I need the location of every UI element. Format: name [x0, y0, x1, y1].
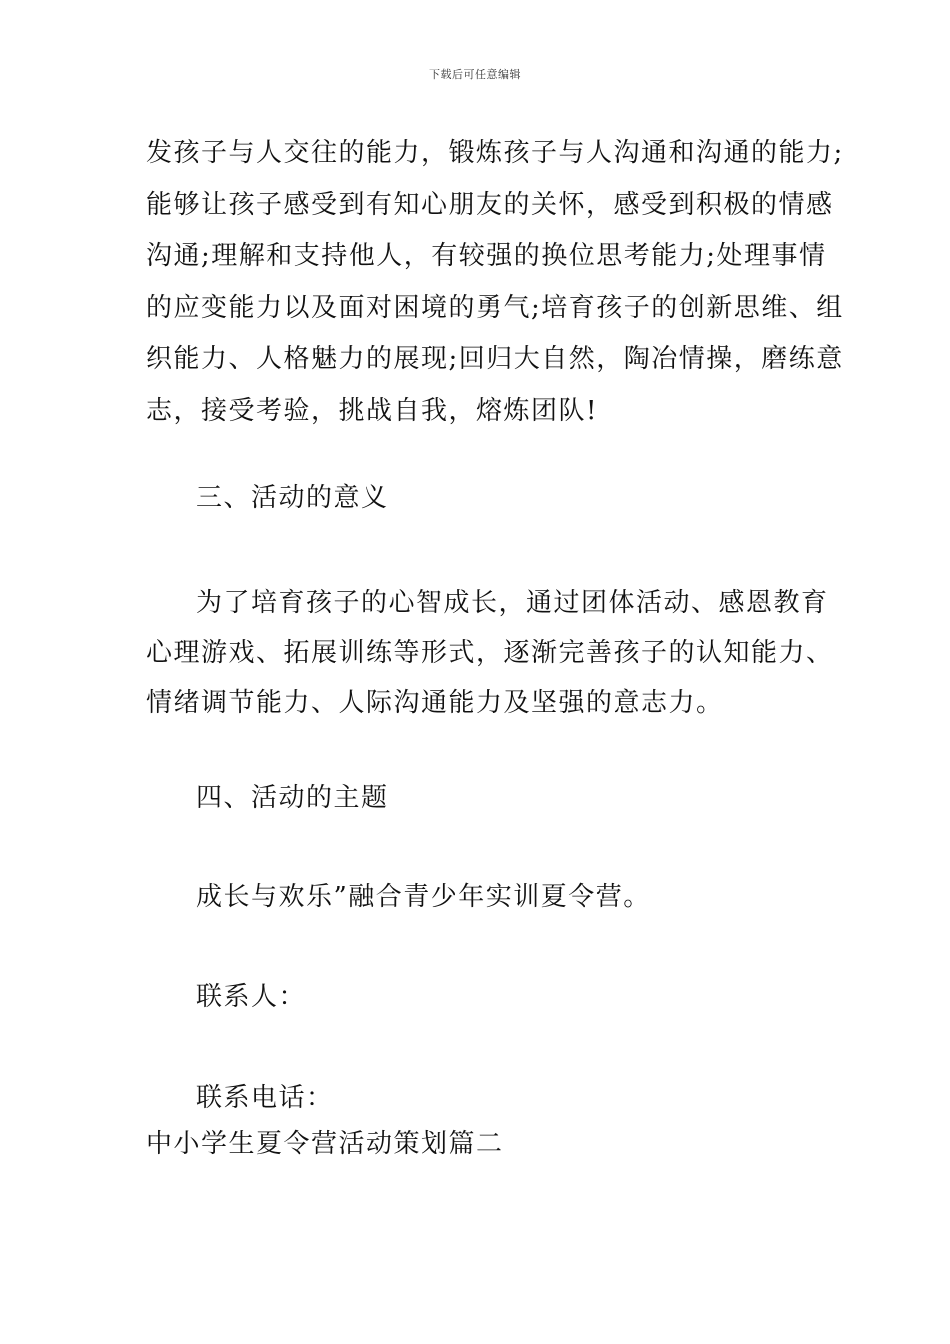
- paragraph-line: 为了培育孩子的心智成长，通过团体活动、感恩教育: [196, 588, 829, 618]
- paragraph-line: 能够让孩子感受到有知心朋友的关怀，感受到积极的情感: [146, 189, 834, 220]
- page-header-note: 下载后可任意编辑: [429, 68, 521, 81]
- next-section-title: 中小学生夏令营活动策划篇二: [146, 1129, 504, 1159]
- paragraph-goals: [146, 128, 844, 437]
- paragraph-line: 发孩子与人交往的能力，锻炼孩子与人沟通和沟通的能力;: [146, 138, 844, 168]
- paragraph-line: 情绪调节能力、人际沟通能力及坚强的意志力。: [146, 688, 724, 718]
- contact-person-label: 联系人：: [196, 982, 307, 1012]
- paragraph-line: 志，接受考验，挑战自我，熔炼团队!: [146, 395, 598, 426]
- paragraph-line: 织能力、人格魅力的展现;回归大自然，陶冶情操，磨练意: [146, 344, 844, 374]
- paragraph-line: 的应变能力以及面对困境的勇气;培育孩子的创新思维、组: [146, 292, 844, 323]
- paragraph-meaning: [146, 578, 834, 728]
- paragraph-line: 沟通;理解和支持他人，有较强的换位思考能力;处理事情: [146, 241, 827, 271]
- theme-text: 成长与欢乐”融合青少年实训夏令营。: [196, 882, 651, 912]
- contact-phone-label: 联系电话：: [196, 1083, 334, 1113]
- paragraph-line: 心理游戏、拓展训练等形式，逐渐完善孩子的认知能力、: [146, 638, 834, 668]
- section-heading-meaning: 三、活动的意义: [196, 483, 389, 513]
- section-heading-theme: 四、活动的主题: [196, 783, 389, 813]
